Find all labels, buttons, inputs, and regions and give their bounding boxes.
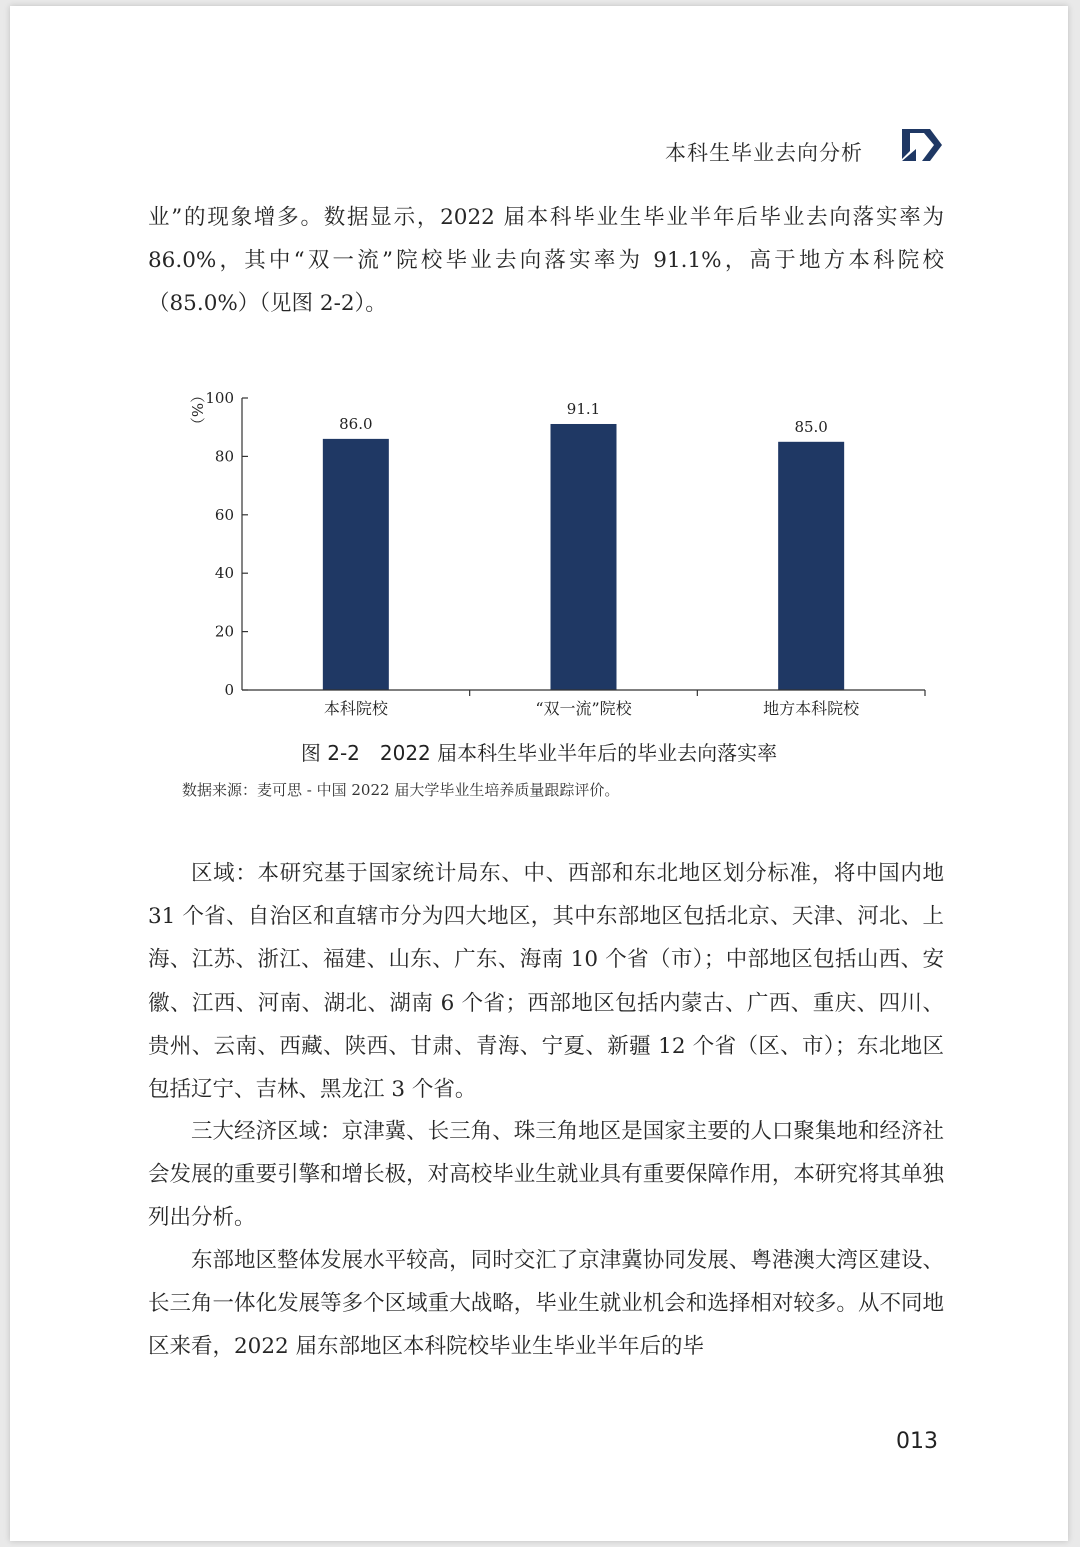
y-tick-label: 0 xyxy=(224,681,234,699)
bar xyxy=(551,424,617,690)
bar-series xyxy=(323,400,844,690)
y-tick-label: 100 xyxy=(205,389,234,407)
y-axis-label-text: （%） xyxy=(188,387,206,433)
bar-chart xyxy=(170,386,930,718)
body-paragraph-region: 区域：本研究基于国家统计局东、中、西部和东北地区划分标准，将中国内地 31 个省、自治区和直辖市分为四大地区，其中东部地区包括北京、天津、河北、上海、江苏、浙江、福建、山东、广东、海南 10 个省（市）；中部地区包括山西、安徽、江西、河南、湖北、湖南 6 个省；西部地区包括内蒙古、广西、重庆、四川、贵州、云南、西藏、陕西、甘肃、青海、宁夏、新疆 12 个省（区、市）；东北地区包括辽宁、吉林、黑龙江 3 个省。 xyxy=(148,861,944,1103)
figure-source: 数据来源：麦可思 - 中国 2022 届大学毕业生培养质量跟踪评价。 xyxy=(182,781,620,799)
figure-caption: 图 2-2 2022 届本科生毕业半年后的毕业去向落实率 xyxy=(300,741,778,765)
bar-value-label: 86.0 xyxy=(339,414,373,433)
y-tick-label: 60 xyxy=(214,505,234,524)
y-tick-label: 20 xyxy=(214,622,234,641)
x-tick-label: 本科院校 xyxy=(323,699,388,718)
page-number: 013 xyxy=(896,1429,938,1454)
bar-value-label: 85.0 xyxy=(794,417,828,436)
x-tick-label: “双一流”院校 xyxy=(535,699,632,718)
y-axis-label xyxy=(188,388,206,432)
body-paragraph-top: 业”的现象增多。数据显示，2022 届本科毕业生毕业半年后毕业去向落实率为 86.0%，其中“双一流”院校毕业去向落实率为 91.1%，高于地方本科院校（85.0%）（见图 2-2）。 xyxy=(148,205,944,317)
chevron-logo-icon xyxy=(898,125,944,165)
y-tick-label: 40 xyxy=(214,564,234,583)
x-axis-ticks xyxy=(324,690,925,718)
bar-value-label: 91.1 xyxy=(566,399,601,418)
x-tick-label: 地方本科院校 xyxy=(763,699,860,718)
body-paragraph-economic-zones: 三大经济区域：京津冀、长三角、珠三角地区是国家主要的人口聚集地和经济社会发展的重要引擎和增长极，对高校毕业生就业具有重要保障作用，本研究将其单独列出分析。 xyxy=(148,1119,944,1231)
y-tick-label: 80 xyxy=(214,447,234,466)
document-page xyxy=(10,6,1068,1541)
running-head-title: 本科生毕业去向分析 xyxy=(665,141,863,165)
bar xyxy=(778,442,844,690)
body-paragraph-east-region: 东部地区整体发展水平较高，同时交汇了京津冀协同发展、粤港澳大湾区建设、长三角一体化发展等多个区域重大战略，毕业生就业机会和选择相对较多。从不同地区来看，2022 届东部地区本科院校毕业生毕业半年后的毕 xyxy=(148,1248,944,1360)
bar xyxy=(323,439,389,690)
